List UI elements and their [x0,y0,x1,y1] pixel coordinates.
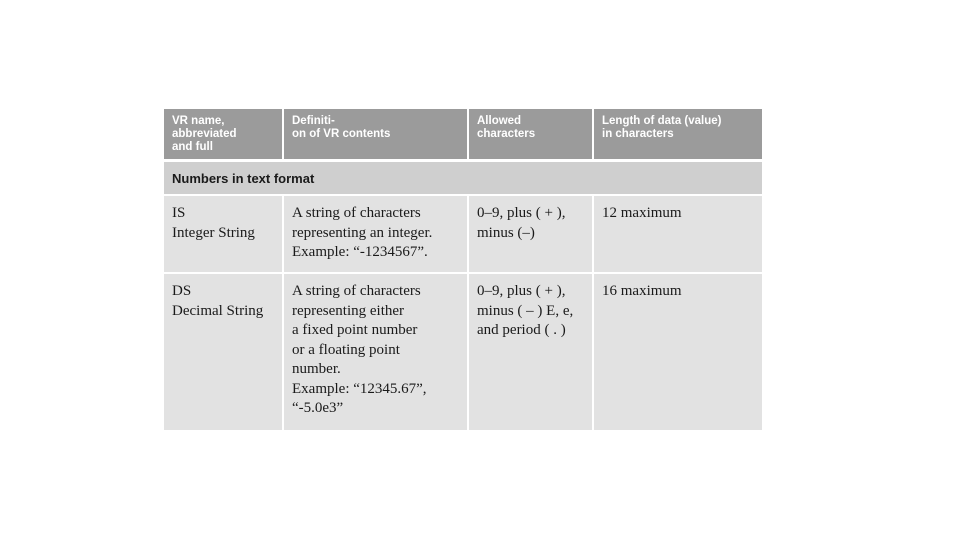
allowed-characters-cell: 0–9, plus ( + ), minus ( – ) E, e, and period ( . ) [468,273,593,430]
definition-cell: A string of characters representing either a fixed point number or a floating point number. Example: “12345.67”, “-5.0e3” [283,273,468,430]
length-cell: 16 maximum [593,273,762,430]
header-vr-name: VR name, abbreviated and full [164,109,283,159]
vr-name-cell: DS Decimal String [164,273,283,430]
header-definition: Definiti- on of VR contents [283,109,468,159]
section-row [164,162,762,195]
header-length: Length of data (value) in characters [593,109,762,159]
table-header-row [164,109,762,159]
allowed-characters-cell: 0–9, plus ( + ), minus (–) [468,195,593,273]
table-row [164,273,762,430]
vr-name-cell: IS Integer String [164,195,283,273]
definition-cell: A string of characters representing an integer. Example: “-1234567”. [283,195,468,273]
header-allowed-characters: Allowed characters [468,109,593,159]
vr-table [164,109,762,430]
length-cell: 12 maximum [593,195,762,273]
section-title: Numbers in text format [164,162,762,195]
table-row [164,195,762,273]
